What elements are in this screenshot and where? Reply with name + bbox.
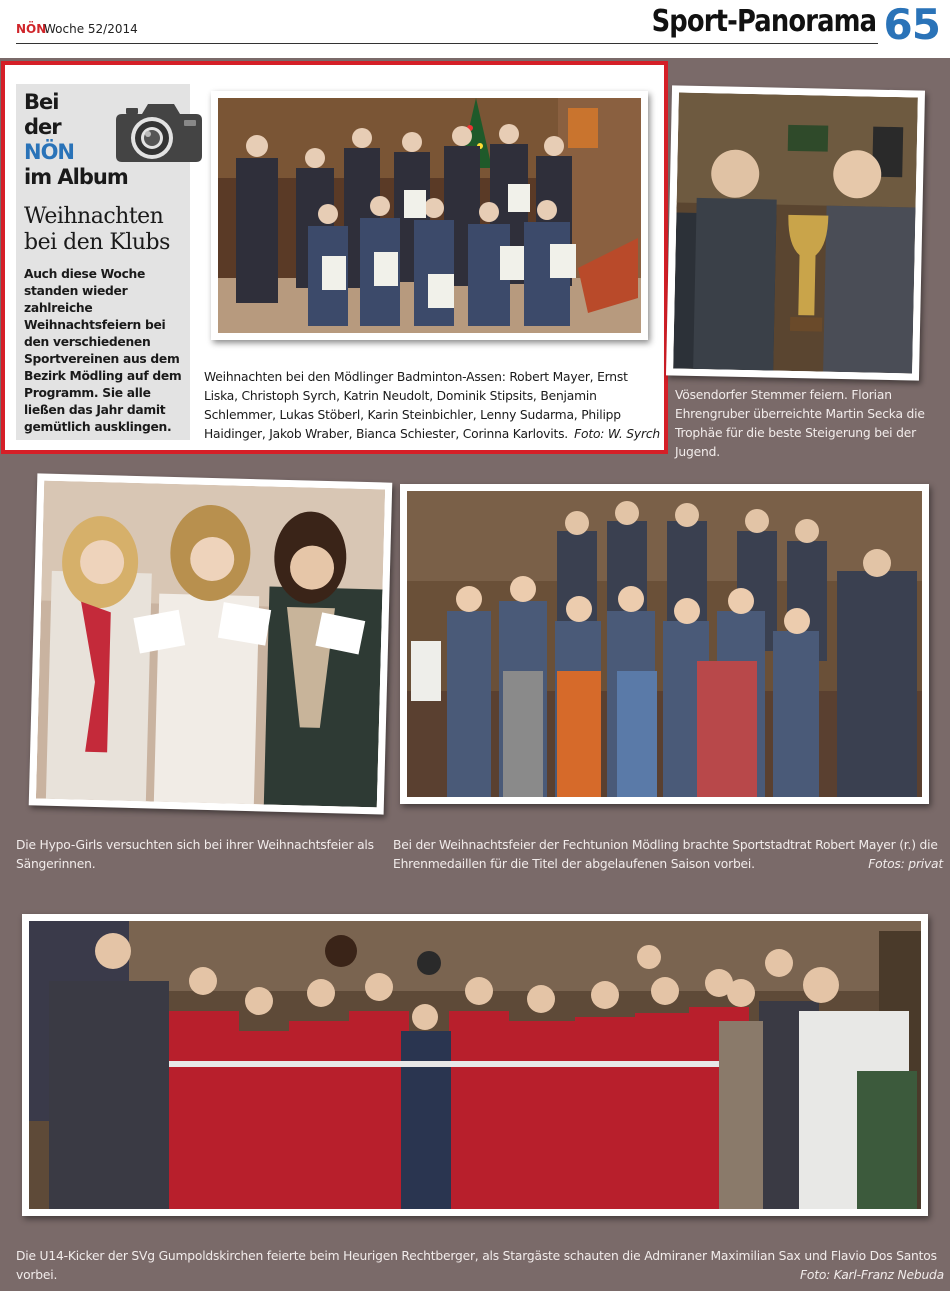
issue-label: Woche 52/2014 xyxy=(44,22,138,36)
photo-fechtunion xyxy=(400,484,929,804)
album-line-4: im Album xyxy=(24,165,128,189)
camera-icon xyxy=(112,94,204,168)
album-line-1: Bei xyxy=(24,90,59,114)
album-box xyxy=(16,84,190,440)
caption-u14-text: Die U14-Kicker der SVg Gumpoldskirchen feierte beim Heurigen Rechtberger, als Stargäste schauten die Admiraner Maximilian Sax und Flavio Dos Santos vorbei. xyxy=(16,1249,937,1282)
caption-fecht-credit: Fotos: privat xyxy=(868,857,943,871)
caption-badminton-text: Weihnachten bei den Mödlinger Badminton-Assen: Robert Mayer, Ernst Liska, Christoph Syrch, Katrin Neudolt, Dominik Stipsits, Benjamin Schlemmer, Lukas Stöberl, Karin Steinbichler, Lenny Sudarma, Philipp Haidinger, Jakob Wraber, Bianca Schiester, Corinna Karlovits. xyxy=(204,370,628,441)
caption-badminton xyxy=(204,368,660,444)
caption-u14-credit: Foto: Karl-Franz Nebuda xyxy=(800,1268,944,1282)
album-line-2: der xyxy=(24,115,61,139)
caption-hypo xyxy=(16,836,386,874)
caption-fecht xyxy=(393,836,943,874)
caption-u14 xyxy=(16,1247,944,1285)
header-rule xyxy=(16,43,878,44)
caption-fecht-text: Bei der Weihnachtsfeier der Fechtunion Mödling brachte Sportstadtrat Robert Mayer (r.) die Ehrenmedaillen für die Titel der abgelaufenen Saison vorbei. xyxy=(393,838,938,871)
newspaper-brand: NÖN xyxy=(16,22,47,36)
caption-hypo-text: Die Hypo-Girls versuchten sich bei ihrer Weihnachtsfeier als Sängerinnen. xyxy=(16,838,374,871)
photo-hypo-girls xyxy=(29,473,393,814)
photo-badminton xyxy=(211,91,648,340)
page-header xyxy=(0,0,950,58)
album-text: Auch diese Woche standen wieder zahlreiche Weihnachtsfeiern bei den verschiedenen Sportvereinen aus dem Bezirk Mödling auf dem Programm. Sie alle ließen das Jahr damit gemütlich ausklingen. xyxy=(24,267,182,434)
photo-stemmer xyxy=(666,85,925,380)
photo-u14 xyxy=(22,914,928,1216)
caption-stemmer xyxy=(675,386,945,462)
page-number: 65 xyxy=(883,0,940,49)
section-title: Sport-Panorama xyxy=(651,4,876,39)
caption-badminton-credit: Foto: W. Syrch xyxy=(574,427,660,441)
caption-stemmer-text: Vösendorfer Stemmer feiern. Florian Ehrengruber überreichte Martin Secka die Trophäe für die beste Steigerung bei der Jugend. xyxy=(675,388,925,459)
album-title: Weihnachten bei den Klubs xyxy=(24,204,170,255)
album-line-brand: NÖN xyxy=(24,140,75,164)
